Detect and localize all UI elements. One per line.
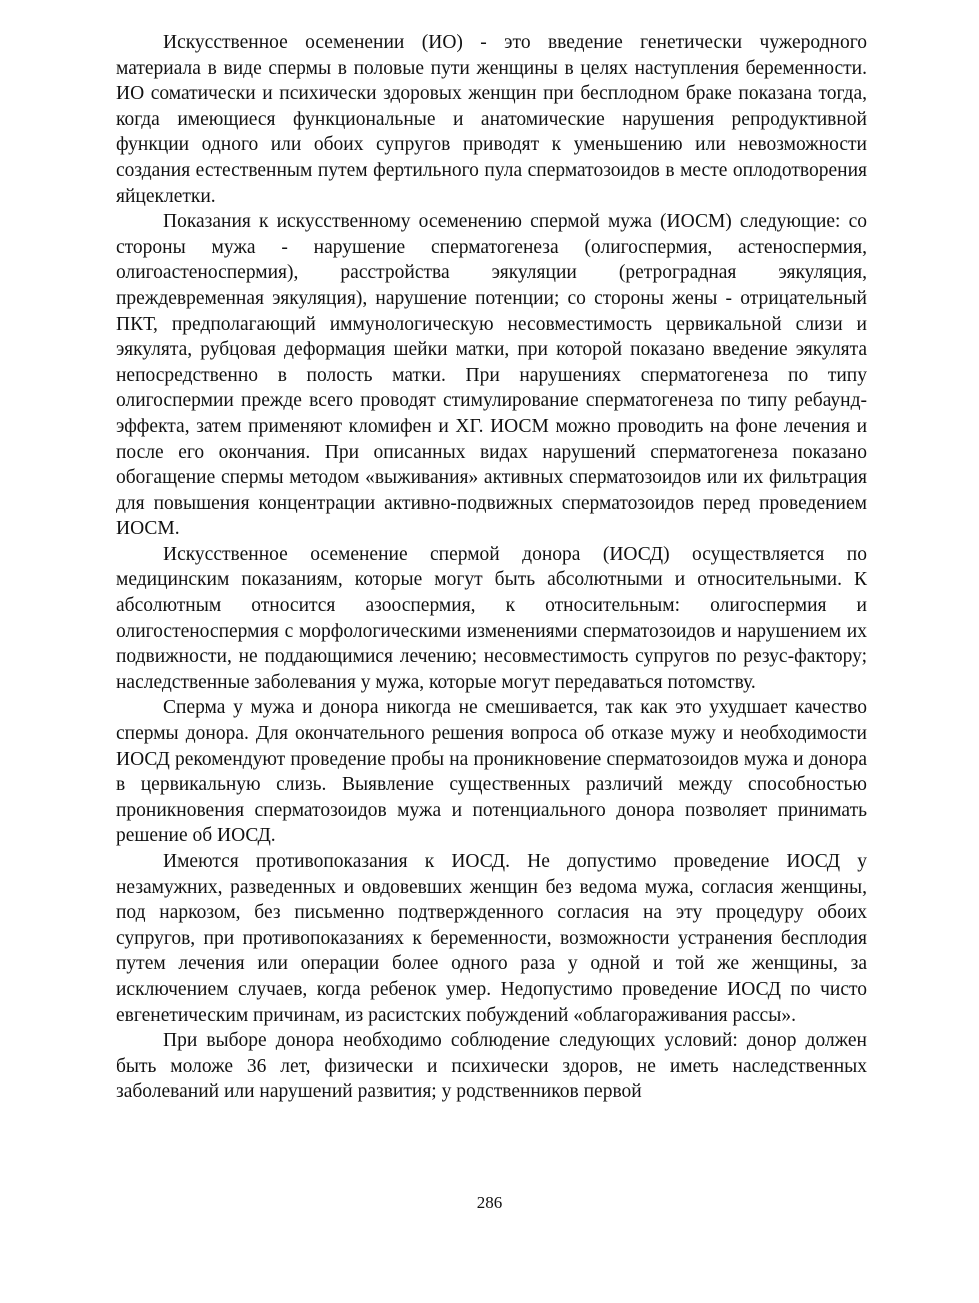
paragraph-iosm-indications: Показания к искусственному осеменению спермой мужа (ИОСМ) следующие: со стороны мужа - нарушение сперматогенеза (олигоспермия, астеноспермия, олигоастеноспермия), расстройства эякуляции (ретроградная эякуляция, преждевременная эякуляция), нарушение потенции; со стороны жены - отрицательный ПКТ, предполагающий иммунологическую несовместимость цервикальной слизи и эякулята, рубцовая деформация шейки матки, при которой показано введение эякулята непосредственно в полость матки. При нарушениях сперматогенеза по типу олигоспермии прежде всего проводят стимулирование сперматогенеза по типу ребаунд-эффекта, затем применяют кломифен и ХГ. ИОСМ можно проводить на фоне лечения и после его окончания. При описанных видах нарушений сперматогенеза показано обогащение спермы методом «выживания» активных сперматозоидов или их фильтрация для повышения концентрации активно-подвижных сперматозоидов перед проведением ИОСМ. [116, 211, 867, 540]
paragraph-io-definition: Искусственное осеменении (ИО) - это введение генетически чужеродного материала в виде спермы в половые пути женщины в целях наступления беременности. ИО соматически и психически здоровых женщин при бесплодном браке показана тогда, когда имеющиеся функциональные и анатомические нарушения репродуктивной функции одного или обоих супругов приводят к уменьшению или невозможности создания естественным путем фертильного пула сперматозоидов в месте оплодотворения яйцеклетки. [116, 32, 867, 207]
paragraph-donor-selection: При выборе донора необходимо соблюдение следующих условий: донор должен быть моложе 36 лет, физически и психически здоров, не иметь наследственных заболеваний или нарушений развития; у родственников первой [116, 1030, 867, 1103]
paragraph-iosd-indications: Искусственное осеменение спермой донора (ИОСД) осуществляется по медицинским показаниям, которые могут быть абсолютными и относительными. К абсолютным относится азооспермия, к относительным: олигоспермия и олигостеноспермия с морфологическими изменениями сперматозоидов и нарушением их подвижности, не поддающимися лечению; несовместимость супругов по резус-фактору; наследственные заболевания у мужа, которые могут передаваться потомству. [116, 543, 867, 693]
page-number: 286 [476, 1193, 503, 1212]
paragraph-iosd-contraindications: Имеются противопоказания к ИОСД. Не допустимо проведение ИОСД у незамужних, разведенных и овдовевших женщин без ведома мужа, согласия женщины, под наркозом, без письменно подтвержденного согласия на эту процедуру обоих супругов, при противопоказаниях к беременности, возможности устранения бесплодия путем лечения или операции более одного раза у одной и той же женщины, за исключением случаев, когда ребенок умер. Недопустимо проведение ИОСД по чисто евгенетическим причинам, из расистских побуждений «облагораживания рассы». [116, 851, 867, 1026]
paragraph-sperm-mixing: Сперма у мужа и донора никогда не смешивается, так как это ухудшает качество спермы донора. Для окончательного решения вопроса об отказе мужу и необходимости ИОСД рекомендуют проведение пробы на проникновение сперматозоидов мужа и донора в цервикальную слизь. Выявление существенных различий между способностью проникновения сперматозоидов мужа и потенциального донора позволяет принимать решение об ИОСД. [116, 697, 867, 847]
document-body [116, 30, 867, 1105]
